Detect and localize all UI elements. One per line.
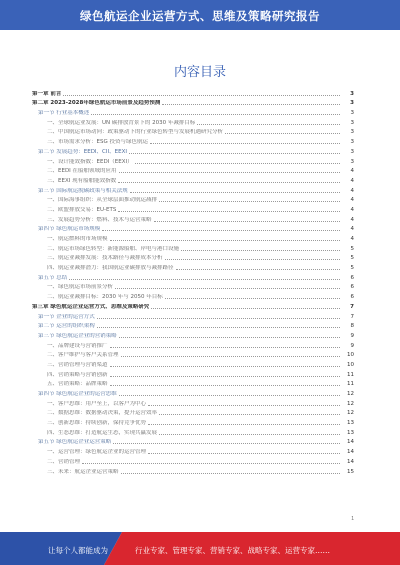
toc-entry-page: 11 <box>347 371 354 378</box>
toc-entry[interactable] <box>32 426 354 436</box>
toc-entry[interactable] <box>32 465 354 475</box>
toc-leader-dots <box>165 259 340 260</box>
toc-leader-dots <box>97 327 340 328</box>
toc-entry-page: 3 <box>350 110 354 117</box>
toc-entry-page: 6 <box>350 274 354 281</box>
toc-entry-page: 7 <box>350 313 354 320</box>
toc-entry-page: 3 <box>350 148 354 155</box>
toc-entry-page: 3 <box>350 139 354 146</box>
toc-entry-text: 二、航运业减排目标：2030 年与 2050 年目标 <box>47 294 163 301</box>
toc-entry-text: 第一章 前言 <box>32 90 62 97</box>
toc-entry[interactable] <box>32 436 354 446</box>
toc-entry[interactable] <box>32 310 354 320</box>
toc-leader-dots <box>129 153 340 154</box>
toc-leader-dots <box>148 405 340 406</box>
toc-entry-page: 12 <box>347 410 354 417</box>
toc-leader-dots <box>148 424 340 425</box>
toc-leader-dots <box>176 269 340 270</box>
report-title: 绿色航运企业运营方式、思维及策略研究报告 <box>80 9 320 23</box>
toc-leader-dots <box>118 182 340 183</box>
toc-leader-dots <box>159 434 340 435</box>
toc-leader-dots <box>115 288 340 289</box>
toc-entry-text: 一、运营管理：绿色航运企业的运营管理 <box>47 449 147 456</box>
toc-entry[interactable] <box>32 184 354 194</box>
toc-leader-dots <box>110 347 340 348</box>
toc-entry-text: 二、客户维护与客户关系管理 <box>47 352 119 359</box>
toc-entry-page: 3 <box>350 100 354 107</box>
toc-entry-text: 一、全球航运业发展：UN 碳排放背景下的 2030 年减排目标 <box>47 119 196 126</box>
toc-leader-dots <box>91 114 340 115</box>
toc-entry-page: 9 <box>350 342 354 349</box>
toc-entry-page: 12 <box>347 391 354 397</box>
toc-entry-text: 二、数据思维：数据驱动决策，提升运营效率 <box>47 410 158 417</box>
toc-entry-page: 15 <box>347 468 354 475</box>
toc-entry-page: 4 <box>350 177 354 184</box>
toc-entry-page: 3 <box>350 158 354 165</box>
toc-leader-dots <box>162 104 340 105</box>
toc-entry[interactable] <box>32 203 354 213</box>
toc-entry[interactable] <box>32 320 354 330</box>
toc-entry-page: 14 <box>347 449 354 456</box>
page-number: 1 <box>351 516 354 522</box>
toc-entry-text: 第一节 企业的运营方式 <box>38 313 95 320</box>
toc-leader-dots <box>121 473 340 474</box>
toc-leader-dots <box>110 366 340 367</box>
toc-entry-text: 第四节 绿色航运市场规模 <box>38 226 101 233</box>
toc-entry-text: 一、设计能效指数：EEDI（EEXI） <box>47 158 133 165</box>
toc-entry-text: 三、未来：航运企业运营策略 <box>47 468 119 475</box>
toc-entry[interactable] <box>32 349 354 359</box>
toc-entry-text: 第一节 行业基本概述 <box>38 110 90 117</box>
toc-entry[interactable] <box>32 387 354 397</box>
toc-entry-page: 10 <box>347 361 354 368</box>
toc-entry-page: 6 <box>350 284 354 291</box>
toc-leader-dots <box>102 230 340 231</box>
toc-entry-page: 13 <box>347 420 354 427</box>
header-bar <box>0 0 400 30</box>
toc-leader-dots <box>82 463 340 464</box>
toc-entry[interactable] <box>32 165 354 175</box>
toc-entry[interactable] <box>32 445 354 455</box>
toc-entry-text: 一、绿色航运市场前景分析 <box>47 284 114 291</box>
toc-leader-dots <box>130 192 340 193</box>
toc-entry-text: 一、航运燃料的市场规模 <box>47 236 108 242</box>
toc-leader-dots <box>119 172 340 173</box>
toc-entry-text: 第三节 绿色航运企业的营销策略 <box>38 332 117 339</box>
toc-leader-dots <box>159 414 340 415</box>
toc-leader-dots <box>119 395 340 396</box>
toc-entry-page: 4 <box>350 187 354 194</box>
toc-entry[interactable] <box>32 194 354 204</box>
toc-entry-page: 5 <box>350 245 354 252</box>
toc-entry-text: 四、航运业减排潜力：我国航运业碳排放与减排路径 <box>47 265 174 272</box>
toc-entry-text: 二、欧盟排放交易：EU-ETS <box>47 206 117 213</box>
toc-entry[interactable] <box>32 407 354 417</box>
toc-leader-dots <box>69 279 340 280</box>
toc-entry[interactable] <box>32 213 354 223</box>
toc-leader-dots <box>225 133 340 134</box>
toc-leader-dots <box>118 211 340 212</box>
toc-entry-page: 6 <box>350 294 354 301</box>
toc-entry[interactable] <box>32 174 354 184</box>
toc-entry[interactable] <box>32 339 354 349</box>
toc-entry[interactable] <box>32 252 354 262</box>
footer-banner <box>0 532 400 565</box>
toc-entry-text: 二、中国航运市场动向：政策驱动下的行业绿色转型与发展机遇研究分析 <box>47 129 224 136</box>
toc-entry-page: 8 <box>350 323 354 330</box>
toc-entry[interactable] <box>32 223 354 233</box>
toc-entry-page: 5 <box>350 255 354 262</box>
toc-entry[interactable] <box>32 126 354 136</box>
toc-entry-page: 13 <box>347 429 354 436</box>
toc-entry[interactable] <box>32 281 354 291</box>
toc-leader-dots <box>63 95 340 96</box>
toc-leader-dots <box>159 201 340 202</box>
toc-entry[interactable] <box>32 290 354 300</box>
toc-entry-text: 第五节 总结 <box>38 274 68 281</box>
toc-entry-text: 三、发展趋势分析：燃料、技术与运营策略 <box>47 216 152 223</box>
toc-leader-dots <box>181 250 340 251</box>
toc-entry[interactable] <box>32 97 354 107</box>
toc-entry[interactable] <box>32 416 354 426</box>
toc-entry-page: 10 <box>347 352 354 359</box>
toc-entry[interactable] <box>32 135 354 145</box>
toc-entry-text: 第三章 绿色航运企业运营方式、思维及策略研究 <box>32 303 150 310</box>
toc-entry[interactable] <box>32 232 354 242</box>
toc-entry[interactable] <box>32 116 354 126</box>
toc-entry[interactable] <box>32 145 354 155</box>
toc-entry-page: 3 <box>350 90 354 97</box>
toc-entry[interactable] <box>32 106 354 116</box>
toc-entry-text: 二、营销管理 <box>47 458 81 465</box>
toc-leader-dots <box>148 453 340 454</box>
toc-entry-page: 3 <box>350 129 354 136</box>
toc-entry-page: 4 <box>350 216 354 223</box>
toc-entry[interactable] <box>32 358 354 368</box>
toc-entry-page: 14 <box>347 439 354 446</box>
toc-leader-dots <box>135 163 340 164</box>
toc-entry[interactable] <box>32 261 354 271</box>
toc-entry-text: 三、EEXI 现有船舶能效指数 <box>47 177 117 184</box>
toc-entry-text: 第三节 国际航运脱碳政策与相关法规 <box>38 187 128 194</box>
toc-leader-dots <box>110 376 340 377</box>
toc-entry-text: 一、国际海事组织：从全球层面推动航运减排 <box>47 197 158 204</box>
toc-entry-text: 二、EEDI 在船舶领域的应用 <box>47 168 117 175</box>
toc-entry-page: 4 <box>350 226 354 233</box>
toc-leader-dots <box>97 318 340 319</box>
toc-entry-page: 4 <box>350 206 354 213</box>
toc-entry-page: 12 <box>347 400 354 407</box>
toc-entry[interactable] <box>32 455 354 465</box>
toc-entry-text: 五、营销策略：品牌策略 <box>47 381 108 388</box>
toc-leader-dots <box>197 124 340 125</box>
toc-entry-text: 二、航运市场绿色转型：新能源船舶、岸电与港口设施 <box>47 245 180 252</box>
toc-leader-dots <box>151 308 340 309</box>
toc-leader-dots <box>121 356 340 357</box>
toc-entry-page: 11 <box>347 381 354 388</box>
toc-entry-text: 第二节 发展趋势：EEDI、CII、EEXI <box>38 148 127 155</box>
toc-entry-page: 9 <box>350 332 354 339</box>
toc-entry-page: 4 <box>350 197 354 204</box>
toc-entry-text: 四、营销策略与营销创新 <box>47 371 108 378</box>
toc-leader-dots <box>110 385 340 386</box>
toc-leader-dots <box>150 143 340 144</box>
toc-entry-text: 三、航运业减排发展：技术路径与减排成本分析 <box>47 255 163 262</box>
toc-entry-page: 7 <box>350 303 354 310</box>
toc-entry[interactable] <box>32 242 354 252</box>
toc-leader-dots <box>154 221 340 222</box>
toc-entry-page: 14 <box>347 458 354 465</box>
footer-slogan-left: 让每个人都能成为 <box>48 546 108 555</box>
toc-entry-text: 第五节 绿色航运企业运营策略 <box>38 439 112 446</box>
toc-entry-text: 一、品牌建设与营销推广 <box>47 342 108 349</box>
toc-entry-page: 3 <box>350 119 354 126</box>
toc-entry[interactable] <box>32 368 354 378</box>
toc-entry-page: 4 <box>350 236 354 242</box>
toc-entry[interactable] <box>32 155 354 165</box>
toc-entry-text: 四、生态思维：打造航运生态，实现共赢发展 <box>47 429 158 436</box>
footer-slogan-right: 行业专家、管理专家、营销专家、战略专家、运营专家…… <box>135 546 330 555</box>
toc-entry-text: 三、创新思维：持续创新，保持竞争优势 <box>47 420 147 427</box>
toc-entry-text: 一、客户思维：用户至上，以客户为中心 <box>47 400 147 407</box>
toc-leader-dots <box>113 443 340 444</box>
toc-entry-text: 第四节 绿色航运企业的运营思维 <box>38 391 117 397</box>
toc-entry[interactable] <box>32 329 354 339</box>
toc-entry[interactable] <box>32 378 354 388</box>
toc-entry-page: 4 <box>350 168 354 175</box>
toc-entry-text: 三、市场需求分析：ESG 投资与绿色航运 <box>47 139 148 146</box>
toc-leader-dots <box>119 337 340 338</box>
toc-entry-text: 三、营销管理与营销渠道 <box>47 361 108 368</box>
table-of-contents <box>32 87 354 475</box>
toc-entry-text: 第二章 2023-2028年绿色航运市场前景及趋势预测 <box>32 100 161 107</box>
toc-entry[interactable] <box>32 271 354 281</box>
toc-entry[interactable] <box>32 397 354 407</box>
toc-heading: 内容目录 <box>173 65 226 80</box>
toc-entry-text: 第二节 运营的组织架构 <box>38 323 95 330</box>
toc-leader-dots <box>110 240 340 241</box>
toc-entry-page: 5 <box>350 265 354 272</box>
toc-entry[interactable] <box>32 87 354 97</box>
toc-leader-dots <box>165 298 340 299</box>
toc-entry[interactable] <box>32 300 354 310</box>
